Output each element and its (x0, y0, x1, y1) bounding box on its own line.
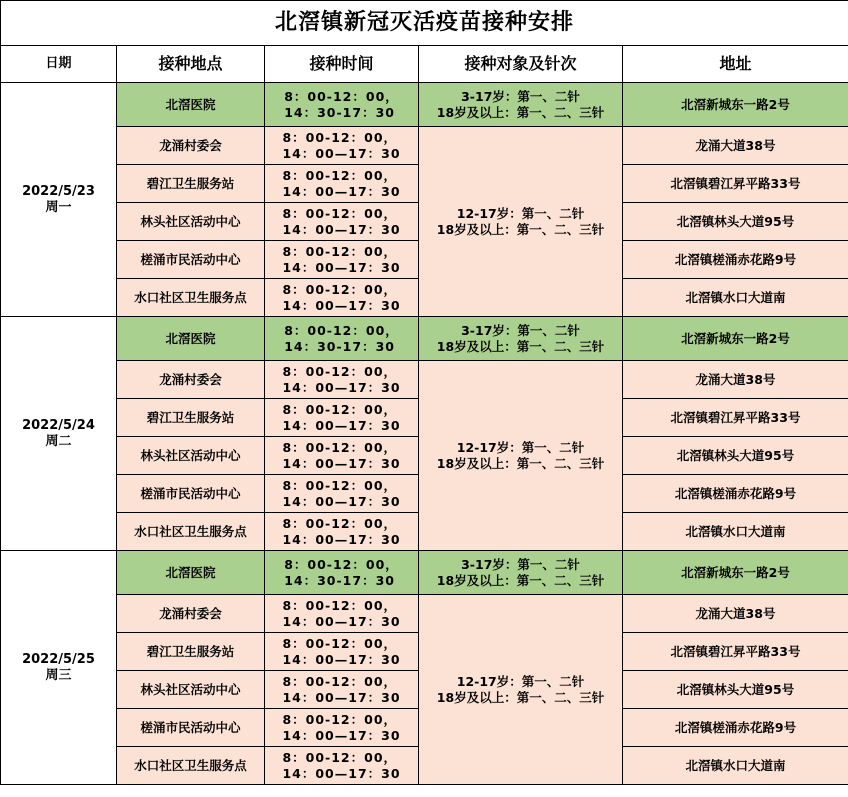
date-text: 2022/5/25 (22, 651, 95, 667)
address-cell (623, 361, 848, 399)
target-minor: 12-17岁：第一、二针 (456, 205, 585, 221)
time-morning: 8：00-12：00， (282, 439, 398, 455)
site-name: 槎涌市民活动中心 (140, 485, 241, 501)
site-name: 水口社区卫生服务点 (134, 289, 247, 305)
site-name: 龙涌村委会 (159, 605, 222, 621)
site-name: 林头社区活动中心 (140, 681, 241, 697)
time-afternoon: 14：30-17：30 (284, 338, 395, 354)
time-cell (265, 279, 419, 317)
address-cell (623, 317, 848, 361)
address-cell (623, 241, 848, 279)
address-text: 北滘镇碧江昇平路33号 (670, 409, 801, 425)
header-time: 接种时间 (265, 46, 419, 83)
time-cell (265, 551, 419, 595)
time-cell (265, 165, 419, 203)
time-morning: 8：00-12：00， (284, 322, 399, 338)
time-cell (265, 203, 419, 241)
schedule-body (1, 83, 848, 785)
weekday-text: 周三 (45, 667, 72, 683)
address-text: 北滘镇槎涌赤花路9号 (674, 719, 797, 735)
time-text (284, 557, 399, 589)
date-text: 2022/5/24 (22, 417, 95, 433)
time-text (282, 282, 400, 314)
site-name: 北滘医院 (165, 564, 216, 580)
weekday-text: 周二 (45, 433, 72, 449)
address-text: 北滘镇林头大道95号 (676, 213, 795, 229)
site-name: 林头社区活动中心 (140, 213, 241, 229)
time-afternoon: 14：00—17：30 (282, 145, 401, 161)
site-name: 龙涌村委会 (159, 371, 222, 387)
address-text: 北滘镇水口大道南 (685, 757, 786, 773)
address-text: 北滘镇林头大道95号 (676, 447, 795, 463)
site-cell (117, 361, 265, 399)
address-text: 北滘镇碧江昇平路33号 (670, 175, 801, 191)
address-text: 北滘镇林头大道95号 (676, 681, 795, 697)
site-cell (117, 551, 265, 595)
time-morning: 8：00-12：00， (282, 281, 398, 297)
address-cell (623, 709, 848, 747)
time-morning: 8：00-12：00， (282, 711, 398, 727)
time-text (282, 478, 400, 510)
target-adult: 18岁及以上：第一、二、三针 (436, 689, 605, 705)
time-cell (265, 437, 419, 475)
time-morning: 8：00-12：00， (282, 515, 398, 531)
time-morning: 8：00-12：00， (282, 167, 398, 183)
address-text: 北滘新城东一路2号 (681, 330, 790, 346)
address-cell (623, 475, 848, 513)
time-morning: 8：00-12：00， (282, 597, 398, 613)
site-name: 林头社区活动中心 (140, 447, 241, 463)
time-cell (265, 127, 419, 165)
address-text: 北滘新城东一路2号 (681, 96, 790, 112)
address-cell (623, 595, 848, 633)
address-cell (623, 83, 848, 127)
target-cell (419, 317, 623, 361)
time-cell (265, 399, 419, 437)
time-text (282, 364, 400, 396)
site-cell (117, 399, 265, 437)
time-afternoon: 14：00—17：30 (282, 417, 401, 433)
time-text (282, 636, 400, 668)
address-text: 龙涌大道38号 (695, 605, 776, 621)
time-morning: 8：00-12：00， (282, 129, 398, 145)
site-name: 水口社区卫生服务点 (134, 757, 247, 773)
target-adult: 18岁及以上：第一、二、三针 (436, 104, 605, 120)
time-afternoon: 14：00—17：30 (282, 765, 401, 781)
time-afternoon: 14：00—17：30 (282, 493, 401, 509)
site-name: 龙涌村委会 (159, 137, 222, 153)
site-cell (117, 127, 265, 165)
site-cell (117, 475, 265, 513)
address-cell (623, 279, 848, 317)
target-minor: 3-17岁：第一、二针 (461, 322, 580, 338)
time-morning: 8：00-12：00， (282, 401, 398, 417)
time-text (282, 402, 400, 434)
site-name: 北滘医院 (165, 96, 216, 112)
site-cell (117, 513, 265, 551)
site-cell (117, 747, 265, 785)
address-cell (623, 747, 848, 785)
site-name: 碧江卫生服务站 (146, 175, 235, 191)
address-cell (623, 551, 848, 595)
time-morning: 8：00-12：00， (284, 88, 399, 104)
time-text (282, 440, 400, 472)
target-cell (419, 127, 623, 317)
date-cell (1, 317, 117, 551)
table-row (1, 551, 848, 595)
target-cell (419, 83, 623, 127)
address-cell (623, 399, 848, 437)
site-name: 槎涌市民活动中心 (140, 251, 241, 267)
target-cell (419, 595, 623, 785)
site-cell (117, 165, 265, 203)
site-name: 碧江卫生服务站 (146, 643, 235, 659)
time-afternoon: 14：00—17：30 (282, 689, 401, 705)
time-morning: 8：00-12：00， (282, 205, 398, 221)
time-afternoon: 14：00—17：30 (282, 297, 401, 313)
site-cell (117, 241, 265, 279)
table-row (1, 317, 848, 361)
time-cell (265, 709, 419, 747)
time-afternoon: 14：30-17：30 (284, 572, 395, 588)
target-minor: 3-17岁：第一、二针 (461, 556, 580, 572)
target-cell (419, 551, 623, 595)
site-cell (117, 317, 265, 361)
site-name: 北滘医院 (165, 330, 216, 346)
time-cell (265, 747, 419, 785)
time-cell (265, 595, 419, 633)
target-cell (419, 361, 623, 551)
site-cell (117, 633, 265, 671)
time-morning: 8：00-12：00， (282, 749, 398, 765)
address-text: 龙涌大道38号 (695, 371, 776, 387)
time-text (282, 244, 400, 276)
header-date: 日期 (1, 46, 117, 83)
time-morning: 8：00-12：00， (284, 556, 399, 572)
address-cell (623, 165, 848, 203)
date-cell (1, 83, 117, 317)
time-morning: 8：00-12：00， (282, 243, 398, 259)
target-minor: 12-17岁：第一、二针 (456, 439, 585, 455)
address-cell (623, 513, 848, 551)
address-text: 北滘镇槎涌赤花路9号 (674, 485, 797, 501)
time-morning: 8：00-12：00， (282, 673, 398, 689)
time-text (282, 168, 400, 200)
page-title: 北滘镇新冠灭活疫苗接种安排 (1, 1, 848, 46)
time-cell (265, 361, 419, 399)
table-row (1, 83, 848, 127)
header-site: 接种地点 (117, 46, 265, 83)
time-cell (265, 671, 419, 709)
target-minor: 12-17岁：第一、二针 (456, 673, 585, 689)
time-text (282, 516, 400, 548)
time-text (284, 323, 399, 355)
site-cell (117, 203, 265, 241)
time-morning: 8：00-12：00， (282, 363, 398, 379)
time-text (282, 750, 400, 782)
time-text (282, 598, 400, 630)
time-afternoon: 14：00—17：30 (282, 613, 401, 629)
site-cell (117, 437, 265, 475)
time-cell (265, 475, 419, 513)
address-text: 北滘镇水口大道南 (685, 523, 786, 539)
date-cell (1, 551, 117, 785)
target-adult: 18岁及以上：第一、二、三针 (436, 455, 605, 471)
table-row (1, 127, 848, 165)
table-row (1, 595, 848, 633)
time-cell (265, 633, 419, 671)
address-text: 北滘镇碧江昇平路33号 (670, 643, 801, 659)
address-cell (623, 633, 848, 671)
site-name: 碧江卫生服务站 (146, 409, 235, 425)
time-text (282, 130, 400, 162)
site-cell (117, 709, 265, 747)
time-cell (265, 317, 419, 361)
time-text (282, 206, 400, 238)
time-afternoon: 14：00—17：30 (282, 651, 401, 667)
address-text: 北滘镇槎涌赤花路9号 (674, 251, 797, 267)
address-cell (623, 127, 848, 165)
site-cell (117, 595, 265, 633)
target-adult: 18岁及以上：第一、二、三针 (436, 572, 605, 588)
date-text: 2022/5/23 (22, 183, 95, 199)
site-name: 水口社区卫生服务点 (134, 523, 247, 539)
target-minor: 3-17岁：第一、二针 (461, 88, 580, 104)
target-adult: 18岁及以上：第一、二、三针 (436, 221, 605, 237)
time-cell (265, 513, 419, 551)
address-text: 北滘新城东一路2号 (681, 564, 790, 580)
header-address: 地址 (623, 46, 848, 83)
time-cell (265, 83, 419, 127)
site-cell (117, 671, 265, 709)
time-afternoon: 14：30-17：30 (284, 104, 395, 120)
site-cell (117, 279, 265, 317)
address-cell (623, 671, 848, 709)
address-text: 北滘镇水口大道南 (685, 289, 786, 305)
site-name: 槎涌市民活动中心 (140, 719, 241, 735)
time-morning: 8：00-12：00， (282, 477, 398, 493)
header-target: 接种对象及针次 (419, 46, 623, 83)
time-text (282, 674, 400, 706)
time-afternoon: 14：00—17：30 (282, 379, 401, 395)
weekday-text: 周一 (45, 199, 72, 215)
site-cell (117, 83, 265, 127)
target-adult: 18岁及以上：第一、二、三针 (436, 338, 605, 354)
time-text (284, 89, 399, 121)
address-text: 龙涌大道38号 (695, 137, 776, 153)
address-cell (623, 203, 848, 241)
time-cell (265, 241, 419, 279)
time-afternoon: 14：00—17：30 (282, 455, 401, 471)
time-morning: 8：00-12：00， (282, 635, 398, 651)
table-row (1, 361, 848, 399)
time-afternoon: 14：00—17：30 (282, 183, 401, 199)
address-cell (623, 437, 848, 475)
time-afternoon: 14：00—17：30 (282, 531, 401, 547)
time-text (282, 712, 400, 744)
time-afternoon: 14：00—17：30 (282, 221, 401, 237)
time-afternoon: 14：00—17：30 (282, 259, 401, 275)
time-afternoon: 14：00—17：30 (282, 727, 401, 743)
